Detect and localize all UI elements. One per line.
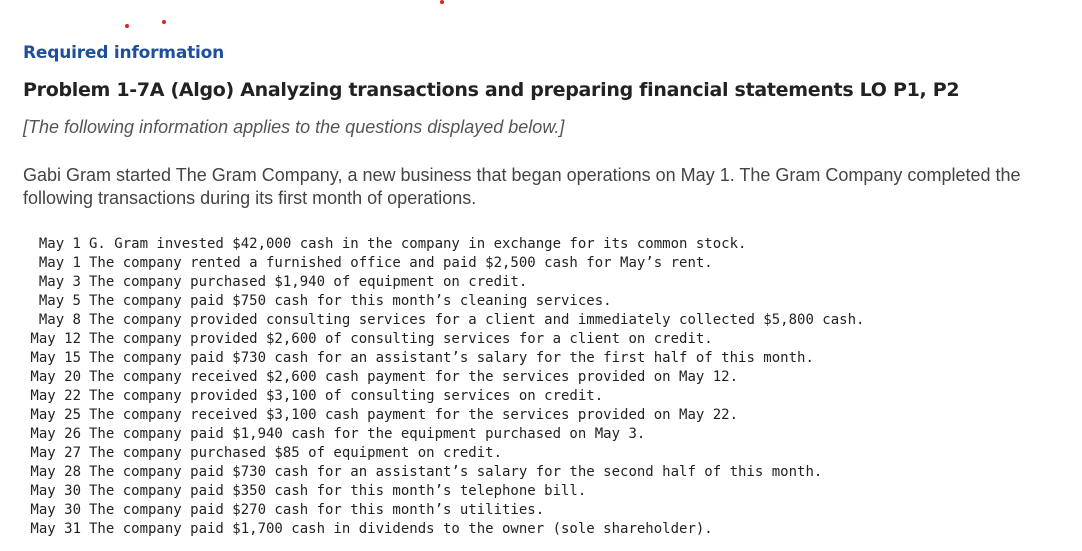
red-dot-marker [440, 0, 444, 4]
transaction-row [23, 292, 864, 311]
transaction-date: May 8 [38, 312, 81, 328]
transaction-date: May 31 [30, 521, 81, 537]
transaction-date: May 5 [38, 293, 81, 309]
transaction-row [23, 330, 864, 349]
transaction-text: The company paid $730 cash for an assistant’s salary for the first half of this month. [89, 350, 814, 366]
transaction-date: May 3 [38, 274, 81, 290]
red-dot-marker [125, 24, 129, 28]
transaction-row [23, 387, 864, 406]
transaction-text: The company paid $1,940 cash for the equipment purchased on May 3. [89, 426, 646, 442]
transaction-text: The company rented a furnished office and paid $2,500 cash for May’s rent. [89, 255, 713, 271]
transaction-date: May 26 [30, 426, 81, 442]
transaction-row [23, 273, 864, 292]
transaction-row [23, 235, 864, 254]
transaction-list [23, 235, 864, 539]
transaction-text: The company received $3,100 cash payment for the services provided on May 22. [89, 407, 739, 423]
transaction-date: May 20 [30, 369, 81, 385]
transaction-date: May 27 [30, 445, 81, 461]
transaction-date: May 1 [38, 236, 81, 252]
transaction-row [23, 406, 864, 425]
transaction-row [23, 425, 864, 444]
transaction-text: The company paid $350 cash for this month’s telephone bill. [89, 483, 587, 499]
red-dot-marker [162, 20, 166, 24]
transaction-date: May 30 [30, 483, 81, 499]
transaction-date: May 25 [30, 407, 81, 423]
intro-paragraph: Gabi Gram started The Gram Company, a new business that began operations on May 1. The Gram Company completed the following transactions during its first month of operations. [23, 165, 1021, 208]
transaction-date: May 1 [38, 255, 81, 271]
transaction-date: May 30 [30, 502, 81, 518]
transaction-text: The company purchased $85 of equipment on credit. [89, 445, 503, 461]
transaction-text: The company provided consulting services for a client and immediately collected $5,800 cash. [89, 312, 865, 328]
transaction-date: May 28 [30, 464, 81, 480]
transaction-text: The company paid $730 cash for an assistant’s salary for the second half of this month. [89, 464, 823, 480]
transaction-text: The company provided $2,600 of consulting services for a client on credit. [89, 331, 713, 347]
transaction-text: The company received $2,600 cash payment for the services provided on May 12. [89, 369, 739, 385]
transaction-date: May 22 [30, 388, 81, 404]
transaction-text: The company paid $270 cash for this month’s utilities. [89, 502, 545, 518]
transaction-row [23, 311, 864, 330]
transaction-row [23, 444, 864, 463]
info-note: [The following information applies to the questions displayed below.] [23, 117, 565, 137]
required-information-heading: Required information [23, 43, 225, 63]
problem-title: Problem 1-7A (Algo) Analyzing transactions and preparing financial statements LO P1, P2 [23, 79, 960, 101]
transaction-row [23, 349, 864, 368]
transaction-row [23, 520, 864, 539]
transaction-row [23, 501, 864, 520]
transaction-text: The company paid $750 cash for this month’s cleaning services. [89, 293, 612, 309]
transaction-text: The company paid $1,700 cash in dividends to the owner (sole shareholder). [89, 521, 713, 537]
transaction-row [23, 463, 864, 482]
transaction-date: May 12 [30, 331, 81, 347]
transaction-text: G. Gram invested $42,000 cash in the company in exchange for its common stock. [89, 236, 747, 252]
transaction-text: The company purchased $1,940 of equipment on credit. [89, 274, 528, 290]
transaction-row [23, 482, 864, 501]
transaction-text: The company provided $3,100 of consulting services on credit. [89, 388, 604, 404]
transaction-row [23, 368, 864, 387]
transaction-row [23, 254, 864, 273]
transaction-date: May 15 [30, 350, 81, 366]
